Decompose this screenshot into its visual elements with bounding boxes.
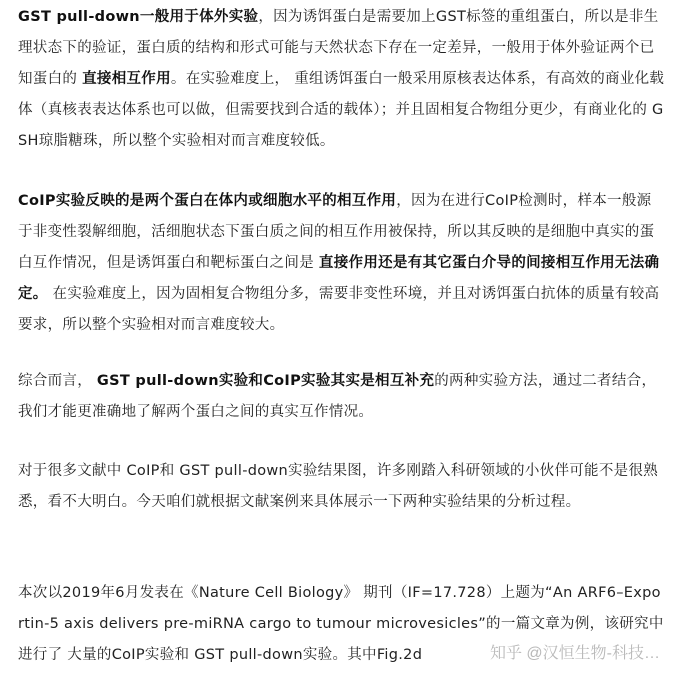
text-run: 对于很多文献中 CoIP和 GST pull-down实验结果图，许多刚踏入科研领域的小伙伴可能不是很熟悉，看不大明白。今天咱们就根据文献案例来具体展示一下两种实验结果的分析过程。 xyxy=(18,463,659,510)
paragraph-gst-pulldown xyxy=(18,2,666,157)
bold-text-run: 直接相互作用 xyxy=(82,71,171,87)
text-run: 综合而言， xyxy=(18,373,97,389)
text-run: 本次以2019年6月发表在《Nature Cell Biology》 期刊（IF=17.728）上题为“An ARF6–Exportin-5 axis delivers pre-miRNA cargo to tumour microvesicles”的一篇文章为例，该研究中进行了 大量的CoIP实验和 GST pull-down实验。其中Fig.2d xyxy=(18,585,664,663)
text-run: 在实验难度上，因为固相复合物组分多，需要非变性环境，并且对诱饵蛋白抗体的质量有较高要求，所以整个实验相对而言难度较大。 xyxy=(18,286,660,333)
paragraph-intro-case xyxy=(18,456,666,518)
bold-text-run: GST pull-down一般用于体外实验 xyxy=(18,9,259,25)
bold-text-run: 直接作用还是有其它蛋白介导的间接相互作用无法确定。 xyxy=(18,255,660,302)
paragraph-summary xyxy=(18,366,666,428)
text-run: ，因为诱饵蛋白是需要加上GST标签的重组蛋白，所以是非生理状态下的验证，蛋白质的结构和形式可能与天然状态下存在一定差异，一般用于体外验证两个已知蛋白的 xyxy=(18,9,659,87)
text-run: 。在实验难度上， 重组诱饵蛋白一般采用原核表达体系，有高效的商业化载体（真核表表达体系也可以做，但需要找到合适的载体）；并且固相复合物组分更少，有商业化的 GSH琼脂糖珠，所以整个实验相对而言难度较低。 xyxy=(18,71,665,149)
paragraph-coip xyxy=(18,186,666,341)
text-run: ，因为在进行CoIP检测时，样本一般源于非变性裂解细胞，活细胞状态下蛋白质之间的相互作用被保持，所以其反映的是细胞中真实的蛋白互作情况，但是诱饵蛋白和靶标蛋白之间是 xyxy=(18,193,655,271)
zhihu-watermark: 知乎 @汉恒生物-科技… xyxy=(490,643,660,665)
text-run: 的两种实验方法，通过二者结合，我们才能更准确地了解两个蛋白之间的真实互作情况。 xyxy=(18,373,657,420)
bold-text-run: GST pull-down实验和CoIP实验其实是相互补充 xyxy=(96,373,435,389)
bold-text-run: CoIP实验反映的是两个蛋白在体内或细胞水平的相互作用 xyxy=(18,193,397,209)
